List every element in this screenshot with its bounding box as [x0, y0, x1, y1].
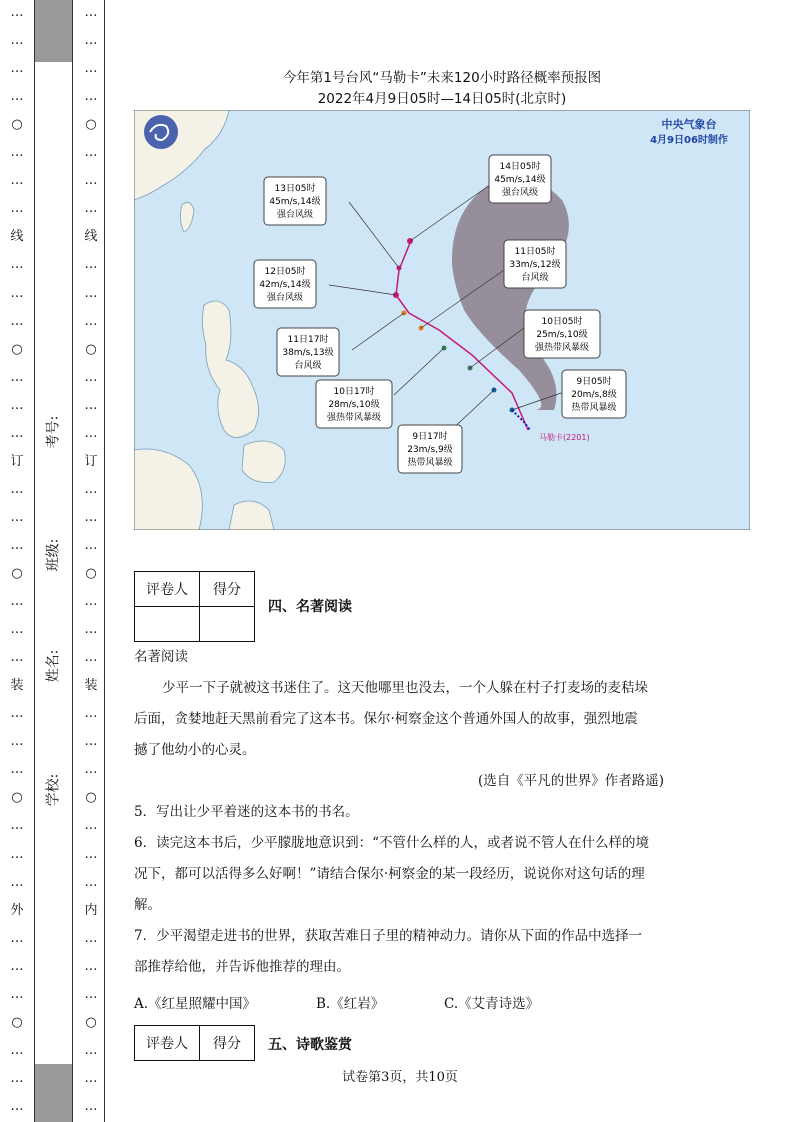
score-table-section5 [134, 1025, 255, 1061]
option-c: C.《艾青诗选》 [444, 996, 540, 1012]
passage-line1: 少平一下子就被这书迷住了。这天他哪里也没去，一个人躲在村子打麦场的麦秸垛 [162, 680, 648, 696]
margin-char: … [84, 314, 98, 329]
label-exam-number: 考号: [45, 415, 62, 449]
agency-label: 中央气象台 [661, 118, 717, 131]
margin-char: … [10, 818, 24, 833]
margin-char: 内 [84, 903, 98, 918]
svg-text:33m/s,12级: 33m/s,12级 [509, 260, 561, 270]
margin-char: … [84, 706, 98, 721]
margin-char: … [10, 650, 24, 665]
option-b: B.《红岩》 [316, 996, 385, 1012]
margin-char: … [10, 847, 24, 862]
label-box-10d05 [524, 310, 600, 358]
score-cell[interactable] [200, 607, 255, 642]
svg-text:热带风暴级: 热带风暴级 [571, 403, 617, 413]
margin-char: 线 [10, 229, 24, 244]
margin-char: … [84, 145, 98, 160]
label-box-11d05 [504, 240, 566, 288]
margin-char: … [84, 931, 98, 946]
margin-char: … [10, 734, 24, 749]
margin-char: ○ [85, 117, 97, 132]
margin-char: … [10, 89, 24, 104]
margin-gray-box-bottom [34, 1064, 72, 1122]
cma-logo [144, 115, 178, 149]
margin-char: 外 [10, 903, 24, 918]
svg-text:45m/s,14级: 45m/s,14级 [269, 197, 321, 207]
typhoon-forecast-map [134, 110, 750, 530]
margin-char: … [10, 931, 24, 946]
question-6-line2: 况下，都可以活得多么好啊！”请结合保尔·柯察金的某一段经历，说说你对这句话的理 [134, 866, 645, 882]
margin-char: … [10, 398, 24, 413]
svg-text:20m/s,8级: 20m/s,8级 [571, 390, 617, 400]
section4-subtitle: 名著阅读 [134, 649, 188, 665]
margin-char: ○ [85, 342, 97, 357]
passage-line2: 后面，贪婪地赶天黑前看完了这本书。保尔·柯察金这个普通外国人的故事，强烈地震 [134, 711, 638, 727]
margin-char: ○ [85, 566, 97, 581]
svg-text:强台风级: 强台风级 [266, 293, 304, 303]
grader-header: 评卷人 [135, 572, 200, 607]
margin-char: … [10, 201, 24, 216]
margin-char: 装 [10, 678, 24, 693]
margin-char: … [10, 286, 24, 301]
option-a: A.《红星照耀中国》 [134, 996, 257, 1012]
svg-text:9日05时: 9日05时 [576, 377, 612, 387]
passage-source: (选自《平凡的世界》作者路遥) [477, 773, 664, 789]
svg-text:10日17时: 10日17时 [333, 387, 375, 397]
margin-line-inner [104, 0, 105, 1122]
margin-char: 装 [84, 678, 98, 693]
score-header: 得分 [200, 572, 255, 607]
margin-char: ○ [11, 790, 23, 805]
margin-char: … [10, 426, 24, 441]
margin-char: … [10, 1099, 24, 1114]
question-6-line3: 解。 [134, 897, 161, 913]
svg-text:强热带风暴级: 强热带风暴级 [534, 343, 590, 353]
svg-text:台风级: 台风级 [521, 273, 549, 283]
margin-char: … [84, 173, 98, 188]
label-box-14d05 [489, 155, 551, 203]
map-title-line2: 2022年4月9日05时—14日05时(北京时) [317, 91, 567, 107]
svg-text:42m/s,14级: 42m/s,14级 [259, 280, 311, 290]
margin-char: … [84, 622, 98, 637]
svg-text:强热带风暴级: 强热带风暴级 [326, 413, 382, 423]
margin-char: … [10, 762, 24, 777]
margin-char: … [84, 426, 98, 441]
svg-text:38m/s,13级: 38m/s,13级 [282, 348, 334, 358]
page-footer: 试卷第3页，共10页 [342, 1070, 458, 1085]
passage-line3: 撼了他幼小的心灵。 [134, 742, 256, 758]
margin-char: … [10, 5, 24, 20]
margin-char: 订 [10, 454, 24, 469]
margin-char: … [84, 594, 98, 609]
question-5: 5．写出让少平着迷的这本书的书名。 [134, 804, 359, 820]
margin-char: 线 [84, 229, 98, 244]
margin-char: … [84, 847, 98, 862]
svg-text:强台风级: 强台风级 [276, 210, 314, 220]
label-box-10d17 [316, 380, 392, 428]
margin-char: … [84, 762, 98, 777]
margin-char: … [84, 257, 98, 272]
svg-text:28m/s,10级: 28m/s,10级 [328, 400, 380, 410]
question-6-line1: 6．读完这本书后，少平朦胧地意识到：“不管什么样的人，或者说不管人在什么样的境 [134, 835, 649, 851]
label-box-9d05 [562, 370, 626, 418]
svg-text:10日05时: 10日05时 [541, 317, 583, 327]
margin-char: … [84, 33, 98, 48]
margin-char: … [84, 650, 98, 665]
svg-text:12日05时: 12日05时 [264, 267, 306, 277]
grader-cell[interactable] [135, 607, 200, 642]
outer-dotted-strip [10, 0, 24, 1122]
score-header-2: 得分 [200, 1026, 255, 1061]
margin-char: … [84, 734, 98, 749]
margin-char: ○ [11, 1015, 23, 1030]
label-box-12d05 [254, 260, 316, 308]
margin-char: … [84, 959, 98, 974]
margin-char: ○ [11, 117, 23, 132]
label-name: 姓名: [45, 649, 62, 683]
margin-line-right [72, 0, 73, 1122]
margin-gray-box-top [34, 0, 72, 62]
margin-char: … [84, 1099, 98, 1114]
label-box-11d17 [277, 328, 339, 376]
inner-dotted-strip [84, 0, 98, 1122]
margin-char: 订 [84, 454, 98, 469]
margin-char: … [84, 286, 98, 301]
margin-char: … [10, 622, 24, 637]
grader-header-2: 评卷人 [135, 1026, 200, 1061]
margin-char: … [10, 314, 24, 329]
margin-char: … [84, 61, 98, 76]
map-title-line1: 今年第1号台风“马勒卡”未来120小时路径概率预报图 [282, 70, 602, 86]
margin-char: … [10, 33, 24, 48]
binding-margin [0, 0, 106, 1122]
margin-char: … [10, 875, 24, 890]
issued-time-label: 4月9日06时制作 [650, 135, 728, 146]
margin-char: … [10, 959, 24, 974]
margin-char: … [10, 145, 24, 160]
margin-char: … [10, 706, 24, 721]
margin-char: … [10, 594, 24, 609]
label-class: 班级: [45, 538, 62, 572]
storm-label: 马勒卡(2201) [539, 433, 590, 442]
question-7-line1: 7．少平渴望走进书的世界，获取苦难日子里的精神动力。请你从下面的作品中选择一 [134, 928, 643, 944]
svg-text:11日17时: 11日17时 [287, 335, 329, 345]
label-box-9d17 [398, 425, 462, 473]
margin-char: … [10, 173, 24, 188]
margin-char: … [84, 1043, 98, 1058]
svg-text:13日05时: 13日05时 [274, 184, 316, 194]
margin-char: … [84, 5, 98, 20]
margin-char: ○ [11, 342, 23, 357]
margin-char: … [84, 818, 98, 833]
margin-char: … [10, 370, 24, 385]
margin-char: … [84, 482, 98, 497]
margin-char: … [84, 89, 98, 104]
margin-char: … [84, 370, 98, 385]
svg-text:强台风级: 强台风级 [501, 188, 539, 198]
margin-char: ○ [85, 1015, 97, 1030]
label-box-13d05 [264, 177, 326, 225]
margin-char: … [10, 538, 24, 553]
svg-text:台风级: 台风级 [294, 361, 322, 371]
margin-char: … [10, 61, 24, 76]
margin-char: … [84, 987, 98, 1002]
svg-text:25m/s,10级: 25m/s,10级 [536, 330, 588, 340]
section5-title: 五、诗歌鉴赏 [268, 1037, 352, 1053]
svg-text:14日05时: 14日05时 [499, 162, 541, 172]
section4-title: 四、名著阅读 [268, 599, 352, 615]
mindanao-island [242, 441, 285, 483]
margin-char: … [84, 875, 98, 890]
svg-text:23m/s,9级: 23m/s,9级 [407, 445, 453, 455]
margin-char: … [10, 482, 24, 497]
svg-text:45m/s,14级: 45m/s,14级 [494, 175, 546, 185]
margin-line-left [34, 0, 35, 1122]
margin-char: … [84, 1071, 98, 1086]
svg-text:热带风暴级: 热带风暴级 [407, 458, 453, 468]
margin-char: … [10, 257, 24, 272]
question-7-line2: 部推荐给他，并告诉他推荐的理由。 [134, 959, 350, 975]
score-table-section4 [134, 571, 255, 642]
svg-text:11日05时: 11日05时 [514, 247, 556, 257]
margin-char: … [10, 987, 24, 1002]
svg-text:9日17时: 9日17时 [412, 432, 448, 442]
margin-char: … [84, 538, 98, 553]
margin-char: … [84, 510, 98, 525]
margin-char: ○ [85, 790, 97, 805]
margin-char: … [84, 398, 98, 413]
margin-char: … [10, 510, 24, 525]
label-school: 学校: [45, 773, 62, 807]
margin-char: … [10, 1071, 24, 1086]
margin-char: … [84, 201, 98, 216]
margin-char: ○ [11, 566, 23, 581]
margin-char: … [10, 1043, 24, 1058]
